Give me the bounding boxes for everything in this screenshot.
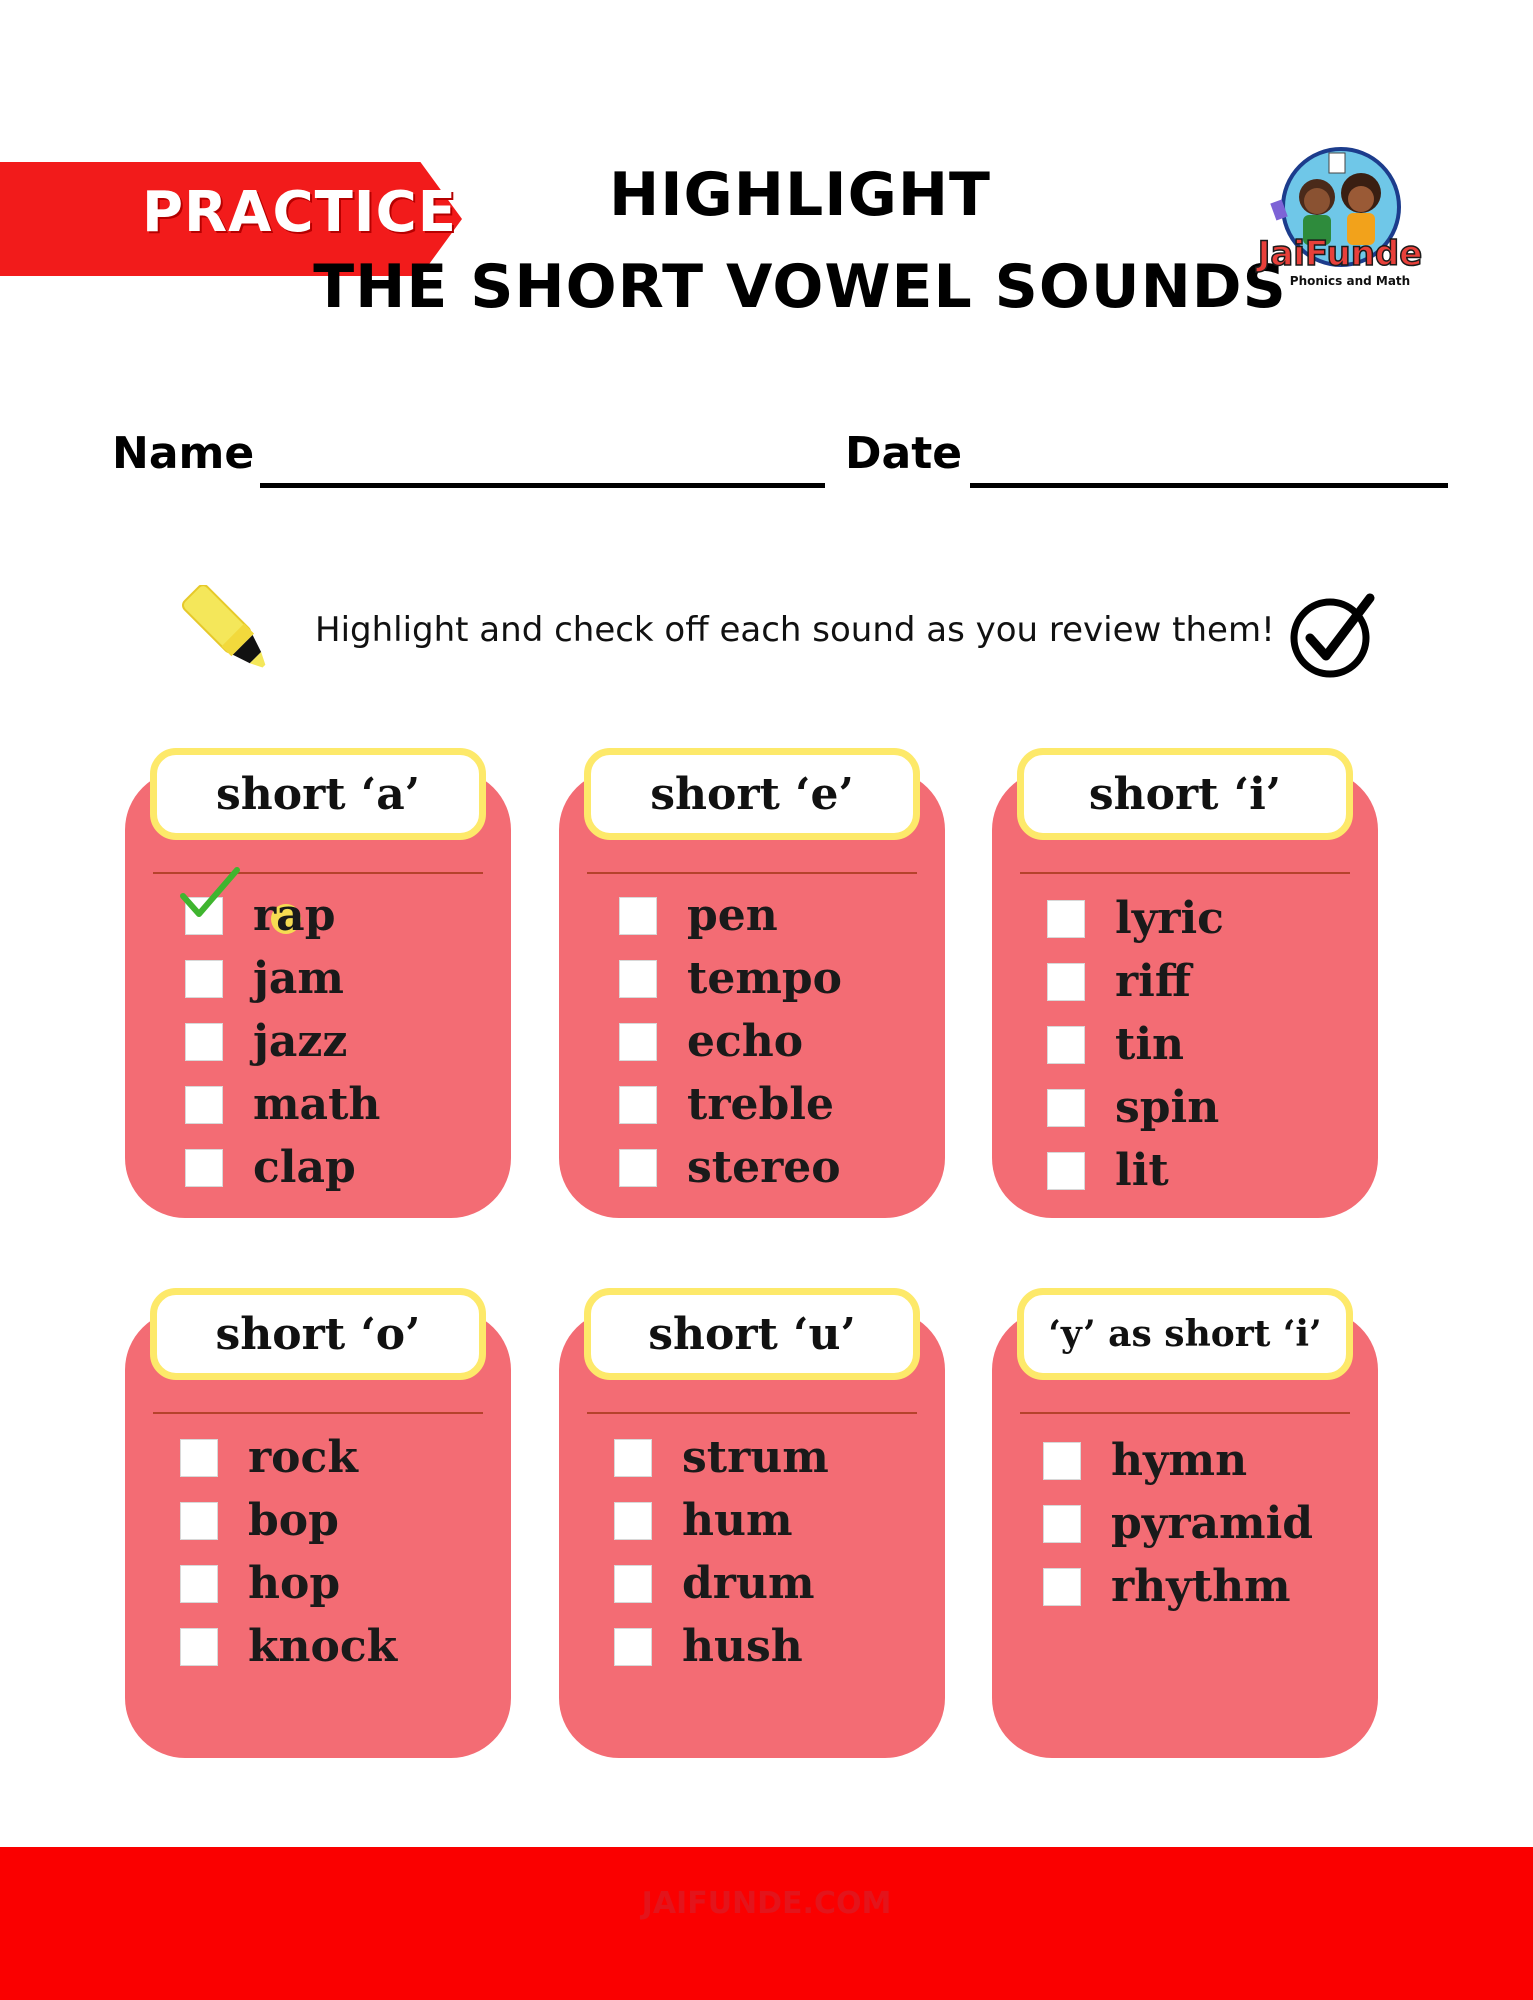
list-item	[619, 1014, 842, 1069]
logo-wordmark: JaiFunde	[1257, 234, 1423, 274]
checkbox-bop[interactable]	[180, 1502, 218, 1540]
card-divider	[1020, 872, 1350, 874]
checkbox-strum[interactable]	[614, 1439, 652, 1477]
instruction-text: Highlight and check off each sound as you review them!	[315, 610, 1275, 650]
date-field[interactable]	[970, 483, 1448, 488]
word-bop: bop	[248, 1495, 339, 1546]
checkbox-hymn[interactable]	[1043, 1442, 1081, 1480]
word-hush: hush	[682, 1621, 803, 1672]
card-short-i	[992, 770, 1378, 1218]
card-divider	[587, 1412, 917, 1414]
page-title-line1: HIGHLIGHT	[609, 160, 991, 230]
list-item	[180, 1556, 397, 1611]
checkbox-pyramid[interactable]	[1043, 1505, 1081, 1543]
list-item	[1047, 1080, 1224, 1135]
card-y-as-short-i	[992, 1310, 1378, 1758]
card-title: short ‘e’	[584, 748, 920, 840]
list-item	[180, 1619, 397, 1674]
checkbox-clap[interactable]	[185, 1149, 223, 1187]
list-item	[619, 951, 842, 1006]
list-item	[619, 1077, 842, 1132]
checkbox-hush[interactable]	[614, 1628, 652, 1666]
word-spin: spin	[1115, 1082, 1220, 1133]
word-hum: hum	[682, 1495, 793, 1546]
card-title: short ‘u’	[584, 1288, 920, 1380]
checkbox-drum[interactable]	[614, 1565, 652, 1603]
jaifunde-logo	[1255, 145, 1425, 295]
word-rock: rock	[248, 1432, 358, 1483]
checkbox-treble[interactable]	[619, 1086, 657, 1124]
page-title-line2: THE SHORT VOWEL SOUNDS	[313, 252, 1287, 322]
name-label: Name	[112, 428, 255, 479]
list-item	[185, 888, 380, 943]
word-hop: hop	[248, 1558, 341, 1609]
card-title: short ‘o’	[150, 1288, 486, 1380]
checkbox-math[interactable]	[185, 1086, 223, 1124]
checkbox-jam[interactable]	[185, 960, 223, 998]
date-label: Date	[845, 428, 963, 479]
checkbox-rhythm[interactable]	[1043, 1568, 1081, 1606]
checkbox-lyric[interactable]	[1047, 900, 1085, 938]
card-short-e	[559, 770, 945, 1218]
word-math: math	[253, 1079, 381, 1130]
card-title: ‘y’ as short ‘i’	[1017, 1288, 1353, 1380]
list-item	[614, 1556, 829, 1611]
list-item	[180, 1430, 397, 1485]
word-echo: echo	[687, 1016, 804, 1067]
word-hymn: hymn	[1111, 1435, 1248, 1486]
checkbox-hop[interactable]	[180, 1565, 218, 1603]
list-item	[619, 1140, 842, 1195]
word-drum: drum	[682, 1558, 815, 1609]
checkmark-icon	[179, 866, 241, 922]
list-item	[614, 1493, 829, 1548]
logo-subtext: Phonics and Math	[1289, 274, 1411, 288]
list-item	[1043, 1559, 1313, 1614]
footer-bar	[0, 1847, 1533, 2000]
card-title: short ‘a’	[150, 748, 486, 840]
list-item	[180, 1493, 397, 1548]
word-pyramid: pyramid	[1111, 1498, 1314, 1549]
word-tempo: tempo	[687, 953, 842, 1004]
word-riff: riff	[1115, 956, 1192, 1007]
word-lit: lit	[1115, 1145, 1169, 1196]
card-short-o	[125, 1310, 511, 1758]
checkbox-echo[interactable]	[619, 1023, 657, 1061]
list-item	[614, 1619, 829, 1674]
list-item	[185, 951, 380, 1006]
checkbox-stereo[interactable]	[619, 1149, 657, 1187]
checkbox-tin[interactable]	[1047, 1026, 1085, 1064]
card-short-a	[125, 770, 511, 1218]
check-circle-icon	[1288, 590, 1380, 682]
checkbox-rock[interactable]	[180, 1439, 218, 1477]
card-divider	[153, 1412, 483, 1414]
checkbox-knock[interactable]	[180, 1628, 218, 1666]
checkbox-lit[interactable]	[1047, 1152, 1085, 1190]
list-item	[619, 888, 842, 943]
word-pen: pen	[687, 890, 778, 941]
card-divider	[587, 872, 917, 874]
list-item	[185, 1140, 380, 1195]
card-short-u	[559, 1310, 945, 1758]
footer-url[interactable]: JAIFUNDE.COM	[641, 1886, 892, 1921]
list-item	[1047, 1017, 1224, 1072]
card-divider	[1020, 1412, 1350, 1414]
list-item	[1047, 1143, 1224, 1198]
list-item	[185, 1014, 380, 1069]
highlighter-icon	[178, 585, 283, 685]
list-item	[185, 1077, 380, 1132]
list-item	[1043, 1496, 1313, 1551]
checkbox-tempo[interactable]	[619, 960, 657, 998]
word-strum: strum	[682, 1432, 829, 1483]
word-stereo: stereo	[687, 1142, 841, 1193]
practice-label: PRACTICE	[142, 180, 457, 245]
word-rhythm: rhythm	[1111, 1561, 1291, 1612]
checkbox-hum[interactable]	[614, 1502, 652, 1540]
word-tin: tin	[1115, 1019, 1185, 1070]
name-field[interactable]	[260, 483, 825, 488]
checkbox-spin[interactable]	[1047, 1089, 1085, 1127]
list-item	[1047, 891, 1224, 946]
list-item	[1043, 1433, 1313, 1488]
list-item	[1047, 954, 1224, 1009]
word-treble: treble	[687, 1079, 834, 1130]
word-lyric: lyric	[1115, 893, 1224, 944]
word-knock: knock	[248, 1621, 398, 1672]
word-rap: rap	[253, 890, 336, 941]
checkbox-pen[interactable]	[619, 897, 657, 935]
word-jam: jam	[253, 953, 344, 1004]
card-title: short ‘i’	[1017, 748, 1353, 840]
checkbox-riff[interactable]	[1047, 963, 1085, 1001]
word-clap: clap	[253, 1142, 356, 1193]
list-item	[614, 1430, 829, 1485]
word-jazz: jazz	[253, 1016, 348, 1067]
checkbox-jazz[interactable]	[185, 1023, 223, 1061]
